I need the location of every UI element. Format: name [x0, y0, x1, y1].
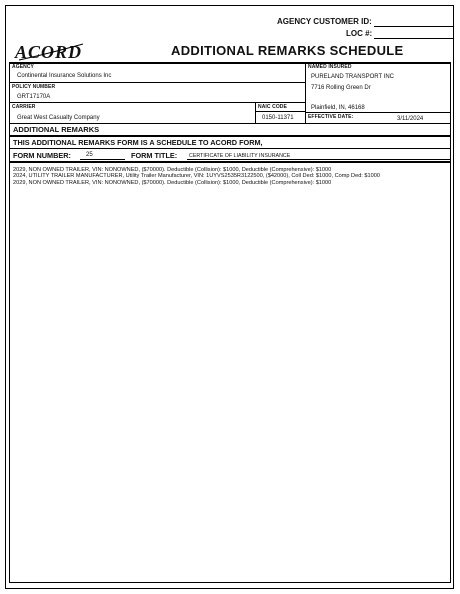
rule-form-title: [9, 161, 451, 163]
insured-divider: [305, 63, 306, 123]
form-number-underline: [80, 159, 125, 160]
effective-date-label: EFFECTIVE DATE:: [308, 114, 354, 120]
remarks-body: [13, 167, 380, 186]
rule-naic: [255, 111, 305, 112]
remarks-line-3: 2029, NON OWNED TRAILER, VIN: NONOWNED, ($70000). Deductible (Collision): $1000, Deductible (Comprehensive): $1000: [13, 179, 332, 186]
logo-swoosh-icon: [17, 40, 89, 64]
agency-label: AGENCY: [12, 64, 34, 70]
carrier-label: CARRIER: [12, 104, 36, 110]
acord-logo: ACORD: [15, 42, 83, 62]
additional-remarks-header: ADDITIONAL REMARKS: [13, 125, 100, 134]
named-insured-line-1: PURELAND TRANSPORT INC: [311, 74, 395, 80]
table-top-rule: [9, 62, 451, 64]
rule-remarks-top: [9, 123, 451, 124]
form-number-label: FORM NUMBER:: [13, 151, 71, 160]
page-title: ADDITIONAL REMARKS SCHEDULE: [171, 43, 404, 58]
content-right-border: [450, 62, 451, 582]
naic-divider: [255, 103, 256, 123]
naic-value: 0150-11371: [262, 115, 294, 121]
agency-customer-id-label: AGENCY CUSTOMER ID:: [277, 17, 372, 26]
rule-remarks-header: [9, 135, 451, 137]
named-insured-label: NAMED INSURED: [308, 64, 352, 70]
rule-agency: [9, 82, 305, 83]
rule-effective: [305, 112, 451, 113]
remarks-line-2: 2024, UTILITY TRAILER MANUFACTURER, Utility Trailer Manufacturer, VIN: 1UYVS2535R3122500, ($42000), Coll Ded: $1000, Comp Ded: $1000: [13, 173, 380, 180]
loc-field[interactable]: [374, 38, 454, 39]
rule-policy: [9, 102, 305, 103]
policy-value: GRT17170A: [17, 94, 51, 100]
named-insured-line-2: 7716 Rolling Green Dr: [311, 85, 371, 91]
form-title-underline: [187, 159, 450, 160]
naic-label: NAIC CODE: [258, 104, 287, 110]
remarks-line-1: 2029, NON OWNED TRAILER, VIN: NONOWNED, ($70000). Deductible (Collision): $1000, Deductible (Comprehensive): $1000: [13, 167, 332, 173]
agency-value: Continental Insurance Solutions Inc: [17, 73, 112, 79]
schedule-text: THIS ADDITIONAL REMARKS FORM IS A SCHEDULE TO ACORD FORM,: [13, 138, 263, 147]
form-border: [5, 5, 454, 589]
carrier-value: Great West Casualty Company: [17, 115, 100, 121]
effective-date-value: 3/11/2024: [397, 116, 424, 122]
agency-customer-id-field[interactable]: [374, 26, 454, 27]
content-left-border: [9, 62, 10, 582]
named-insured-line-3: Plainfield, IN, 46168: [311, 105, 365, 111]
form-number-value: 25: [86, 152, 93, 158]
form-title-label: FORM TITLE:: [131, 151, 178, 160]
policy-label: POLICY NUMBER: [12, 84, 56, 90]
content-bottom-border: [9, 582, 451, 583]
form-title-value: CERTIFICATE OF LIABILITY INSURANCE: [189, 153, 291, 159]
rule-schedule: [9, 148, 451, 149]
loc-label: LOC #:: [346, 29, 373, 38]
